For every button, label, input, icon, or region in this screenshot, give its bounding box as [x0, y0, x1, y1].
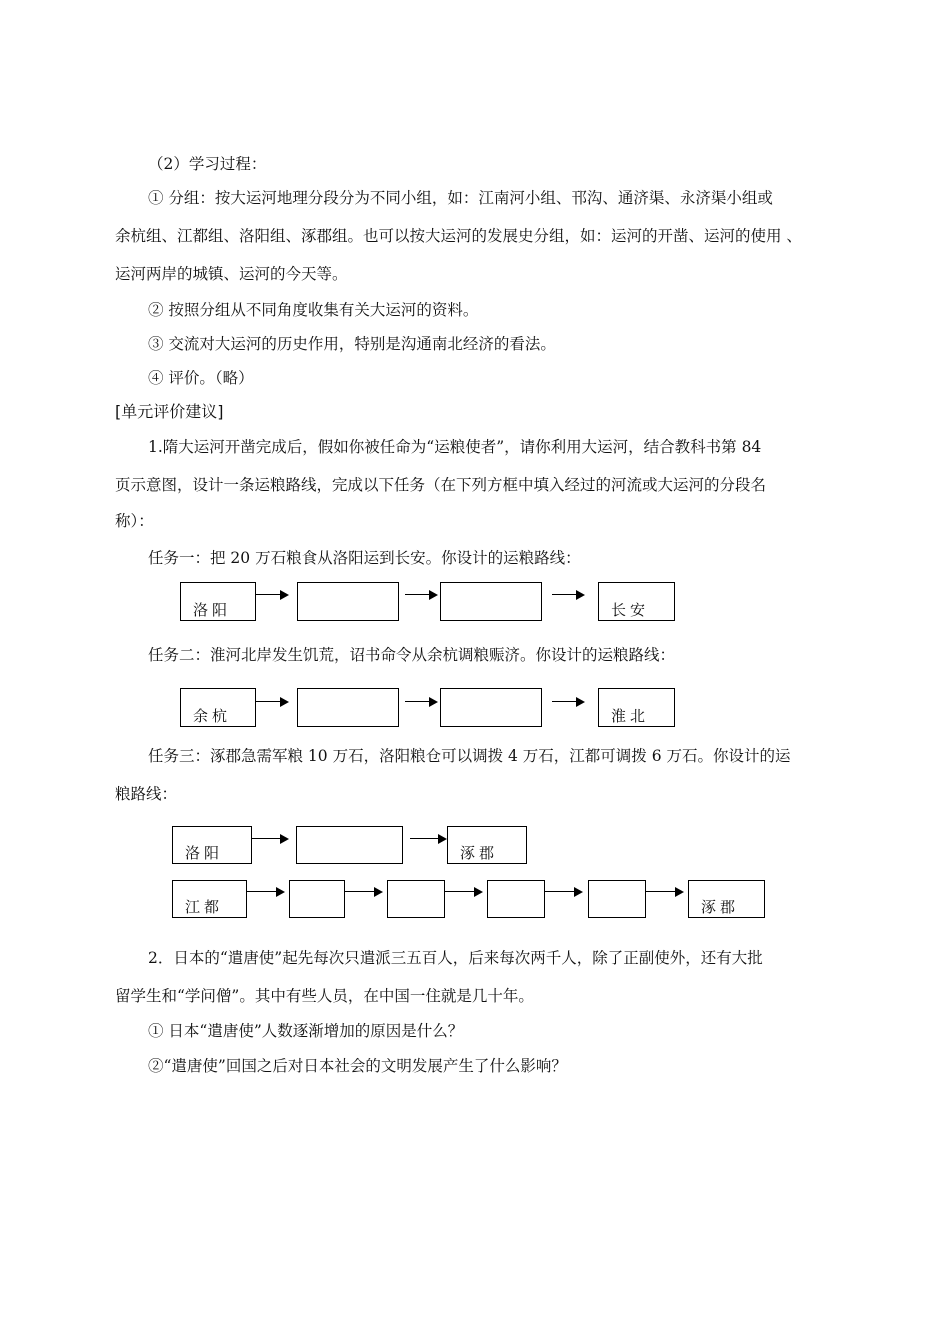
question1-line2: 页示意图，设计一条运粮路线，完成以下任务（在下列方框中填入经过的河流或大运河的分段名	[115, 476, 767, 494]
task2-blank-box-2[interactable]	[440, 688, 542, 727]
question2-line1: 2．日本的“遣唐使”起先每次只遣派三五百人，后来每次两千人，除了正副使外，还有大批	[148, 949, 763, 967]
task3-route-b-blank-box-1[interactable]	[289, 880, 345, 918]
task3-route-b-start-box	[172, 880, 247, 918]
task2-blank-box-1[interactable]	[297, 688, 399, 727]
task2-end-label: 淮北	[611, 707, 650, 725]
arrow-icon	[545, 887, 583, 897]
arrow-icon	[247, 887, 285, 897]
question2-sub1: ① 日本“遣唐使”人数逐渐增加的原因是什么？	[148, 1022, 464, 1040]
task1-text: 任务一：把 20 万石粮食从洛阳运到长安。你设计的运粮路线：	[148, 549, 581, 567]
arrow-icon	[646, 887, 684, 897]
task3-route-b-start-label: 江都	[185, 898, 224, 916]
question2-sub2: ②“遣唐使”回国之后对日本社会的文明发展产生了什么影响？	[148, 1057, 567, 1075]
arrow-icon	[256, 590, 289, 600]
arrow-icon	[405, 590, 438, 600]
task3-route-b-end-label: 涿郡	[701, 898, 740, 916]
arrow-icon	[552, 590, 585, 600]
task2-text: 任务二：淮河北岸发生饥荒，诏书命令从余杭调粮赈济。你设计的运粮路线：	[148, 646, 676, 664]
task2-start-label: 余杭	[193, 707, 232, 725]
task3-route-a-blank-box[interactable]	[296, 826, 403, 864]
task3-text-line1: 任务三：涿郡急需军粮 10 万石，洛阳粮仓可以调拨 4 万石，江都可调拨 6 万石。你设计的运	[148, 747, 791, 765]
task3-text-line2: 粮路线：	[115, 785, 178, 803]
process-step1-line3: 运河两岸的城镇、运河的今天等。	[115, 265, 348, 283]
task3-route-a-start-box	[172, 826, 252, 864]
arrow-icon	[252, 834, 289, 844]
question2-line2: 留学生和“学问僧”。其中有些人员，在中国一住就是几十年。	[115, 987, 534, 1005]
arrow-icon	[345, 887, 383, 897]
arrow-icon	[256, 697, 289, 707]
task1-start-label: 洛阳	[193, 601, 232, 619]
task3-route-b-blank-box-2[interactable]	[387, 880, 445, 918]
process-title: （2）学习过程：	[148, 155, 267, 173]
process-step3: ③ 交流对大运河的历史作用，特别是沟通南北经济的看法。	[148, 335, 556, 353]
process-step4: ④ 评价。（略）	[148, 369, 254, 387]
question1-line1: 1.隋大运河开凿完成后，假如你被任命为“运粮使者”，请你利用大运河，结合教科书第 84	[148, 438, 762, 456]
task3-route-b-blank-box-4[interactable]	[588, 880, 646, 918]
task3-route-a-end-box	[447, 826, 527, 864]
task1-end-box	[598, 582, 675, 621]
task2-start-box	[180, 688, 256, 727]
arrow-icon	[552, 697, 585, 707]
task1-blank-box-1[interactable]	[297, 582, 399, 621]
task2-end-box	[598, 688, 675, 727]
arrow-icon	[410, 834, 447, 844]
task1-end-label: 长安	[611, 601, 650, 619]
evaluation-heading: [单元评价建议]	[115, 402, 224, 421]
process-step1-line2: 余杭组、江都组、洛阳组、涿郡组。也可以按大运河的发展史分组，如：运河的开凿、运河的使用 、	[115, 227, 802, 245]
arrow-icon	[405, 697, 438, 707]
task3-route-a-start-label: 洛阳	[185, 844, 224, 862]
task3-route-b-end-box	[688, 880, 765, 918]
task1-blank-box-2[interactable]	[440, 582, 542, 621]
process-step1-line1: ① 分组：按大运河地理分段分为不同小组，如：江南河小组、邗沟、通济渠、永济渠小组或	[148, 189, 773, 207]
process-step2: ② 按照分组从不同角度收集有关大运河的资料。	[148, 301, 479, 319]
arrow-icon	[445, 887, 483, 897]
task3-route-b-blank-box-3[interactable]	[487, 880, 545, 918]
task1-start-box	[180, 582, 256, 621]
task3-route-a-end-label: 涿郡	[460, 844, 499, 862]
question1-line3: 称）：	[115, 512, 154, 530]
